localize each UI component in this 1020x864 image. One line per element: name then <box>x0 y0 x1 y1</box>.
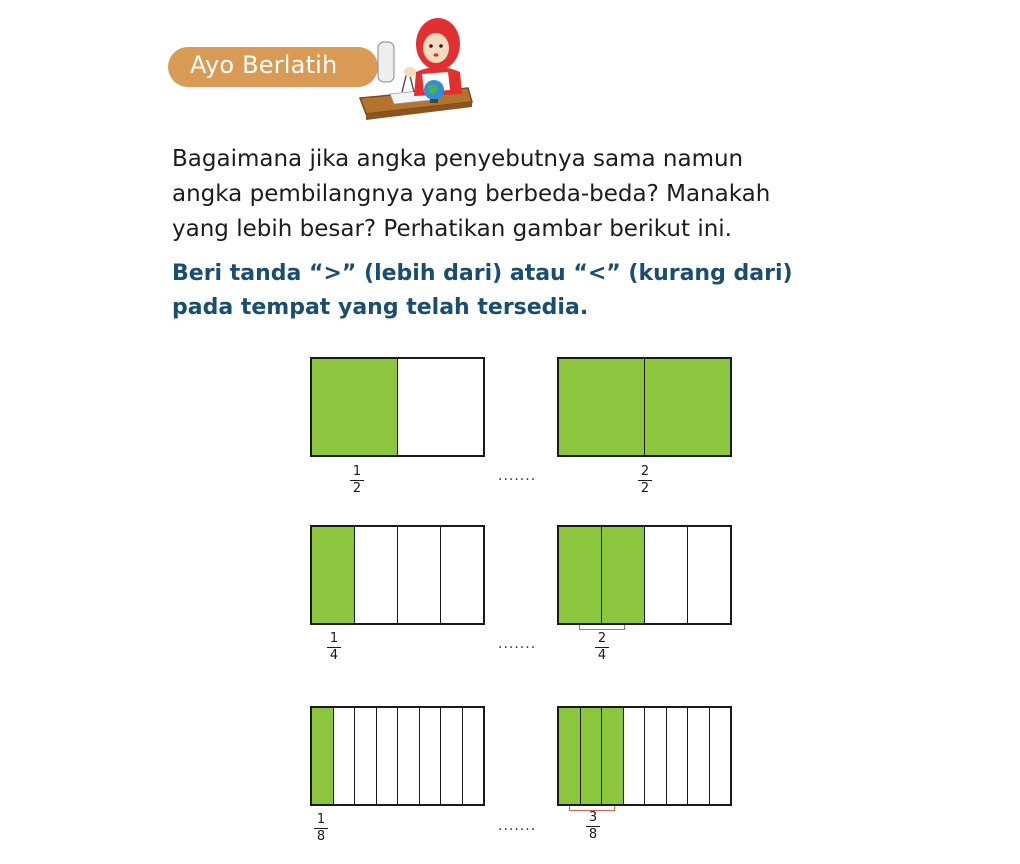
shaded-part <box>602 708 624 804</box>
unshaded-part <box>645 708 667 804</box>
fraction-bar-left <box>310 525 485 625</box>
shaded-part <box>312 527 355 623</box>
fraction-label-left: 1 8 <box>311 813 331 844</box>
unshaded-part <box>398 359 483 455</box>
shaded-part <box>559 708 581 804</box>
unshaded-part <box>463 708 484 804</box>
question-paragraph <box>172 142 892 247</box>
paragraph-line: Bagaimana jika angka penyebutnya sama namun <box>172 146 744 172</box>
unshaded-part <box>667 708 689 804</box>
fraction-label-right: 3 8 <box>583 811 603 842</box>
unshaded-part <box>355 527 398 623</box>
unshaded-part <box>334 708 356 804</box>
shaded-parts-brace <box>579 625 625 630</box>
instruction-line: Beri tanda “>” (lebih dari) atau “<” (kurang dari) <box>172 261 793 286</box>
section-badge-label: Ayo Berlatih <box>190 51 338 79</box>
paragraph-line: angka pembilangnya yang berbeda-beda? Manakah <box>172 181 771 207</box>
fraction-label-left: 1 4 <box>324 632 344 663</box>
unshaded-part <box>688 527 730 623</box>
instruction-line: pada tempat yang telah tersedia. <box>172 295 589 320</box>
fraction-bar-right <box>557 357 732 457</box>
fraction-bar-left <box>310 706 485 806</box>
unshaded-part <box>420 708 442 804</box>
fraction-bar-right <box>557 525 732 625</box>
answer-blank[interactable]: ....... <box>498 818 537 834</box>
unshaded-part <box>688 708 710 804</box>
fraction-label-left: 1 2 <box>347 465 367 496</box>
fraction-bar-right <box>557 706 732 806</box>
shaded-part <box>559 359 645 455</box>
shaded-part <box>312 359 398 455</box>
unshaded-part <box>355 708 377 804</box>
unshaded-part <box>398 708 420 804</box>
shaded-part <box>602 527 645 623</box>
unshaded-part <box>710 708 731 804</box>
fraction-label-right: 2 4 <box>592 632 612 663</box>
instruction-text <box>172 257 892 325</box>
unshaded-part <box>441 527 483 623</box>
shaded-part <box>581 708 603 804</box>
paragraph-line: yang lebih besar? Perhatikan gambar berikut ini. <box>172 216 732 242</box>
fraction-bar-left <box>310 357 485 457</box>
shaded-part <box>559 527 602 623</box>
unshaded-part <box>377 708 399 804</box>
shaded-part <box>645 359 730 455</box>
fraction-label-right: 2 2 <box>635 465 655 496</box>
shaded-part <box>312 708 334 804</box>
answer-blank[interactable]: ....... <box>498 636 537 652</box>
answer-blank[interactable]: ....... <box>498 468 537 484</box>
unshaded-part <box>645 527 688 623</box>
unshaded-part <box>398 527 441 623</box>
unshaded-part <box>441 708 463 804</box>
unshaded-part <box>624 708 646 804</box>
student-illustration <box>350 10 480 125</box>
